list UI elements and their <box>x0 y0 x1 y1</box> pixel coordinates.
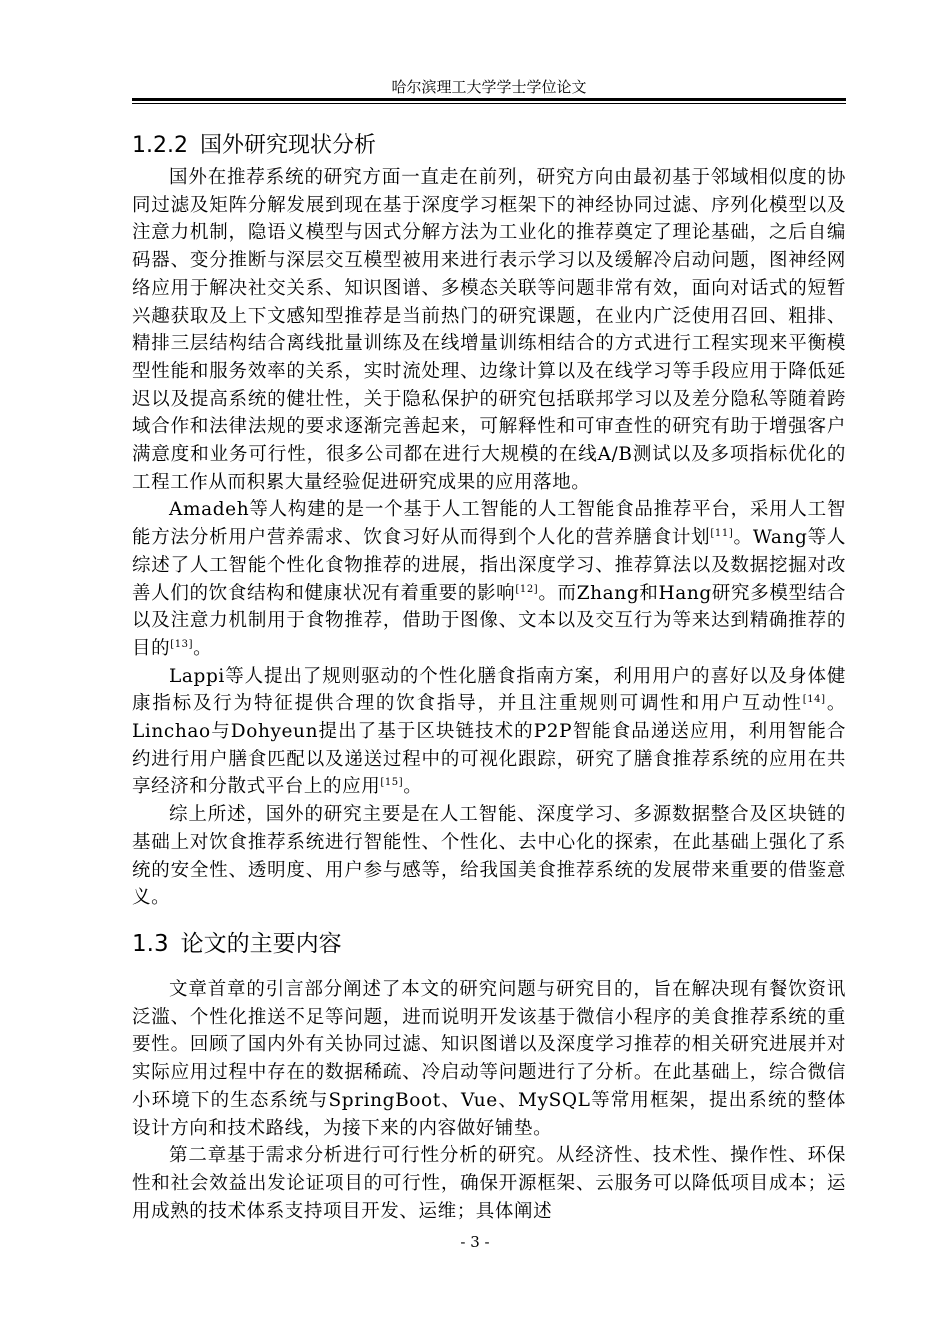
paragraph-chapter-one: 文章首章的引言部分阐述了本文的研究问题与研究目的，旨在解决现有餐饮资讯泛滥、个性化推送不足等问题，进而说明开发该基于微信小程序的美食推荐系统的重要性。回顾了国内外有关协同过滤、知识图谱以及深度学习推荐的相关研究进展并对实际应用过程中存在的数据稀疏、冷启动等问题进行了分析。在此基础上，综合微信小环境下的生态系统与SpringBoot、Vue、MySQL等常用框架，提出系统的整体设计方向和技术路线，为接下来的内容做好铺垫。 <box>132 978 846 1139</box>
header-rule-thick <box>132 98 846 101</box>
paragraph-foreign-overview: 国外在推荐系统的研究方面一直走在前列，研究方向由最初基于邻域相似度的协同过滤及矩阵分解发展到现在基于深度学习框架下的神经协同过滤、序列化模型以及注意力机制，隐语义模型与因式分解方法为工业化的推荐奠定了理论基础，之后自编码器、变分推断与深层交互模型被用来进行表示学习以及缓解冷启动问题，图神经网络应用于解决社交关系、知识图谱、多模态关联等问题非常有效，面向对话式的短暂兴趣获取及上下文感知型推荐是当前热门的研究课题，在业内广泛使用召回、粗排、精排三层结构结合离线批量训练及在线增量训练相结合的方式进行工程实现来平衡模型性能和服务效率的关系，实时流处理、边缘计算以及在线学习等手段应用于降低延迟以及提高系统的健壮性，关于隐私保护的研究包括联邦学习以及差分隐私等随着跨域合作和法律法规的要求逐渐完善起来，可解释性和可审查性的研究有助于增强客户满意度和业务可行性，很多公司都在进行大规模的在线A/B测试以及多项指标优化的工程工作从而积累大量经验促进研究成果的应用落地。 <box>132 167 846 493</box>
section-number: 1.2.2 <box>132 133 188 158</box>
section-title: 论文的主要内容 <box>180 930 342 957</box>
page-number: - 3 - <box>460 1233 490 1251</box>
citation-13: [13] <box>170 638 194 650</box>
document-body <box>132 128 846 1225</box>
section-heading-1-2-2 <box>132 128 846 164</box>
citation-12: [12] <box>515 583 539 595</box>
section-number: 1.3 <box>132 930 169 957</box>
text-run: 。Wang等人综述了人工智能个性化食物推荐的进展，指出深度学习、推荐算法以及数据挖掘对改善人们的饮食结构和健康状况有着重要的影响 <box>132 527 846 604</box>
citation-11: [11] <box>710 527 734 539</box>
text-run: 。 <box>403 776 423 798</box>
text-run: 。Linchao与Dohyeun提出了基于区块链技术的P2P智能食品递送应用，利用智能合约进行用户膳食匹配以及递送过程中的可视化跟踪，研究了膳食推荐系统的应用在共享经济和分散式平台上的应用 <box>132 693 846 798</box>
running-header: 哈尔滨理工大学学士学位论文 <box>391 78 587 96</box>
text-run: 。而Zhang和Hang研究多模型结合以及注意力机制用于食物推荐，借助于图像、文本以及交互行为等来达到精确推荐的目的 <box>132 582 846 659</box>
section-title: 国外研究现状分析 <box>199 133 376 158</box>
citation-14: [14] <box>802 694 826 706</box>
text-run: 。 <box>193 637 213 659</box>
paragraph-amadeh <box>132 496 846 662</box>
paragraph-chapter-two: 第二章基于需求分析进行可行性分析的研究。从经济性、技术性、操作性、环保性和社会效益出发论证项目的可行性，确保开源框架、云服务可以降低项目成本；运用成熟的技术体系支持项目开发、运维；具体阐述 <box>132 1145 846 1222</box>
citation-15: [15] <box>380 777 404 789</box>
paragraph-summary: 综上所述，国外的研究主要是在人工智能、深度学习、多源数据整合及区块链的基础上对饮食推荐系统进行智能性、个性化、去中心化的探索，在此基础上强化了系统的安全性、透明度、用户参与感等，给我国美食推荐系统的发展带来重要的借鉴意义。 <box>132 804 846 909</box>
section-heading-1-3 <box>132 922 846 966</box>
text-run: Amadeh等人构建的是一个基于人工智能的人工智能食品推荐平台，采用人工智能方法分析用户营养需求、饮食习好从而得到个人化的营养膳食计划 <box>132 499 846 549</box>
header-rule-thin <box>132 103 846 104</box>
text-run: Lappi等人提出了规则驱动的个性化膳食指南方案，利用用户的喜好以及身体健康指标及行为特征提供合理的饮食指导，并且注重规则可调性和用户互动性 <box>132 665 846 715</box>
paragraph-lappi <box>132 663 846 802</box>
